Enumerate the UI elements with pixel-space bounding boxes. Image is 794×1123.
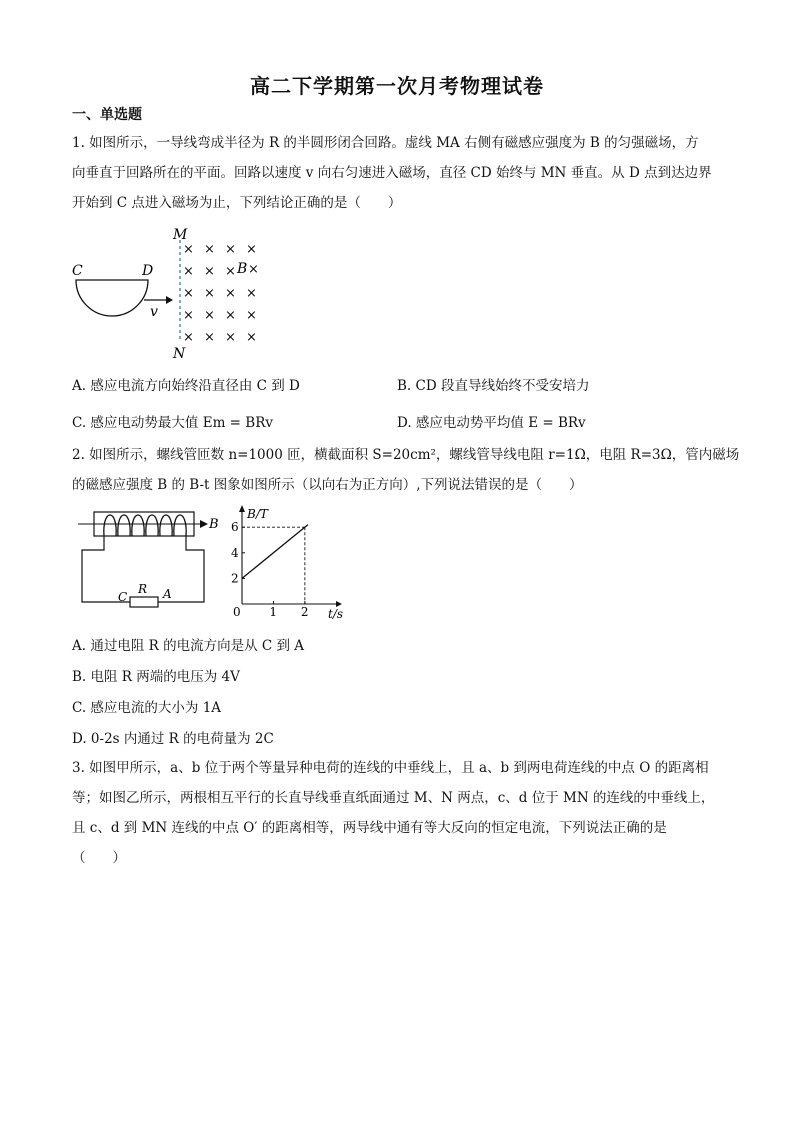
question-1-stem — [72, 128, 722, 218]
x-axis-label: t/s — [328, 607, 344, 621]
velocity-arrowhead — [166, 296, 173, 304]
svg-text:×: × — [246, 242, 257, 257]
label-N: N — [173, 346, 186, 362]
y-tick-label: 6 — [231, 520, 239, 535]
svg-text:×: × — [225, 308, 236, 323]
svg-text:×: × — [246, 286, 257, 301]
resistor-R — [130, 597, 158, 607]
label-B: B — [237, 261, 248, 277]
b-t-series-line — [242, 525, 308, 579]
svg-text:×: × — [225, 242, 236, 257]
magnetic-field-crosses — [183, 242, 257, 345]
svg-text:×: × — [246, 330, 257, 345]
question-3-stem — [72, 753, 722, 873]
question-1-line: 向垂直于回路所在的平面。回路以速度 v 向右匀速进入磁场，直径 CD 始终与 MN 垂直。从 D 点到达边界 — [72, 165, 712, 181]
question-3-line: 等；如图乙所示，两根相互平行的长直导线垂直纸面通过 M、N 两点，c、d 位于 MN 的连线的中垂线上， — [72, 790, 715, 806]
label-D: D — [142, 263, 154, 279]
page-title: 高二下学期第一次月考物理试卷 — [250, 74, 544, 98]
field-arrowhead — [200, 520, 208, 528]
svg-text:×: × — [225, 264, 236, 279]
y-tick-label: 4 — [231, 545, 239, 560]
option-2D[interactable]: D. 0-2s 内通过 R 的电荷量为 2C — [72, 731, 274, 747]
svg-text:×: × — [183, 286, 194, 301]
svg-text:×: × — [225, 330, 236, 345]
question-2-line: 2. 如图所示，螺线管匝数 n=1000 匝，横截面积 S=20cm²，螺线管导线电阻 r=1Ω，电阻 R=3Ω，管内磁场 — [72, 447, 740, 463]
section-heading: 一、单选题 — [72, 107, 142, 123]
svg-text:×: × — [204, 286, 215, 301]
question-3-line: 且 c、d 到 MN 连线的中点 O′ 的距离相等，两导线中通有等大反向的恒定电流，下列说法正确的是 — [72, 820, 667, 836]
x-tick-label: 2 — [300, 605, 309, 619]
svg-text:×: × — [183, 330, 194, 345]
question-2-line: 的磁感应强度 B 的 B-t 图象如图所示（以向右为正方向）,下列说法错误的是（ ） — [72, 477, 583, 493]
question-2-stem — [72, 440, 740, 500]
svg-text:×: × — [204, 308, 215, 323]
label-R: R — [138, 582, 148, 596]
svg-text:×: × — [204, 242, 215, 257]
y-axis-arrowhead — [239, 505, 245, 512]
option-1B[interactable]: B. CD 段直导线始终不受安培力 — [397, 378, 590, 394]
label-M: M — [173, 227, 188, 243]
svg-text:×: × — [183, 242, 194, 257]
option-1D[interactable]: D. 感应电动势平均值 E = BRv — [397, 415, 586, 431]
semicircle-loop — [76, 280, 148, 316]
label-C: C — [118, 590, 128, 604]
option-2C[interactable]: C. 感应电流的大小为 1A — [72, 700, 222, 716]
option-1A[interactable]: A. 感应电流方向始终沿直径由 C 到 D — [72, 378, 300, 394]
svg-text:×: × — [204, 264, 215, 279]
question-1-figure — [66, 224, 286, 364]
y-tick-label: 2 — [231, 571, 239, 586]
svg-text:×: × — [225, 286, 236, 301]
y-axis-label: B/T — [247, 507, 268, 521]
label-A: A — [163, 587, 172, 601]
origin-label: 0 — [233, 605, 241, 619]
option-2A[interactable]: A. 通过电阻 R 的电流方向是从 C 到 A — [72, 638, 305, 654]
svg-text:×: × — [183, 264, 194, 279]
b-t-graph — [226, 504, 346, 622]
label-B-cross: × — [248, 262, 259, 277]
label-C: C — [72, 263, 83, 279]
question-3-line: 3. 如图甲所示，a、b 位于两个等量异种电荷的连线的中垂线上，且 a、b 到两电荷连线的中点 O 的距离相 — [72, 760, 709, 776]
question-1-line: 开始到 C 点进入磁场为止，下列结论正确的是（ ） — [72, 195, 402, 211]
x-tick-label: 1 — [269, 605, 278, 619]
option-2B[interactable]: B. 电阻 R 两端的电压为 4V — [72, 669, 240, 685]
question-3-line: （ ） — [72, 850, 126, 866]
coil-windings — [104, 515, 186, 536]
svg-text:×: × — [183, 308, 194, 323]
question-1-line: 1. 如图所示，一导线弯成半径为 R 的半圆形闭合回路。虚线 MA 右侧有磁感应强度为 B 的匀强磁场，方 — [72, 135, 699, 151]
svg-text:×: × — [204, 330, 215, 345]
option-1C[interactable]: C. 感应电动势最大值 Em = BRv — [72, 415, 273, 431]
label-v: v — [150, 304, 158, 320]
solenoid-circuit — [72, 504, 232, 610]
svg-text:×: × — [246, 308, 257, 323]
label-B: B — [209, 517, 219, 532]
